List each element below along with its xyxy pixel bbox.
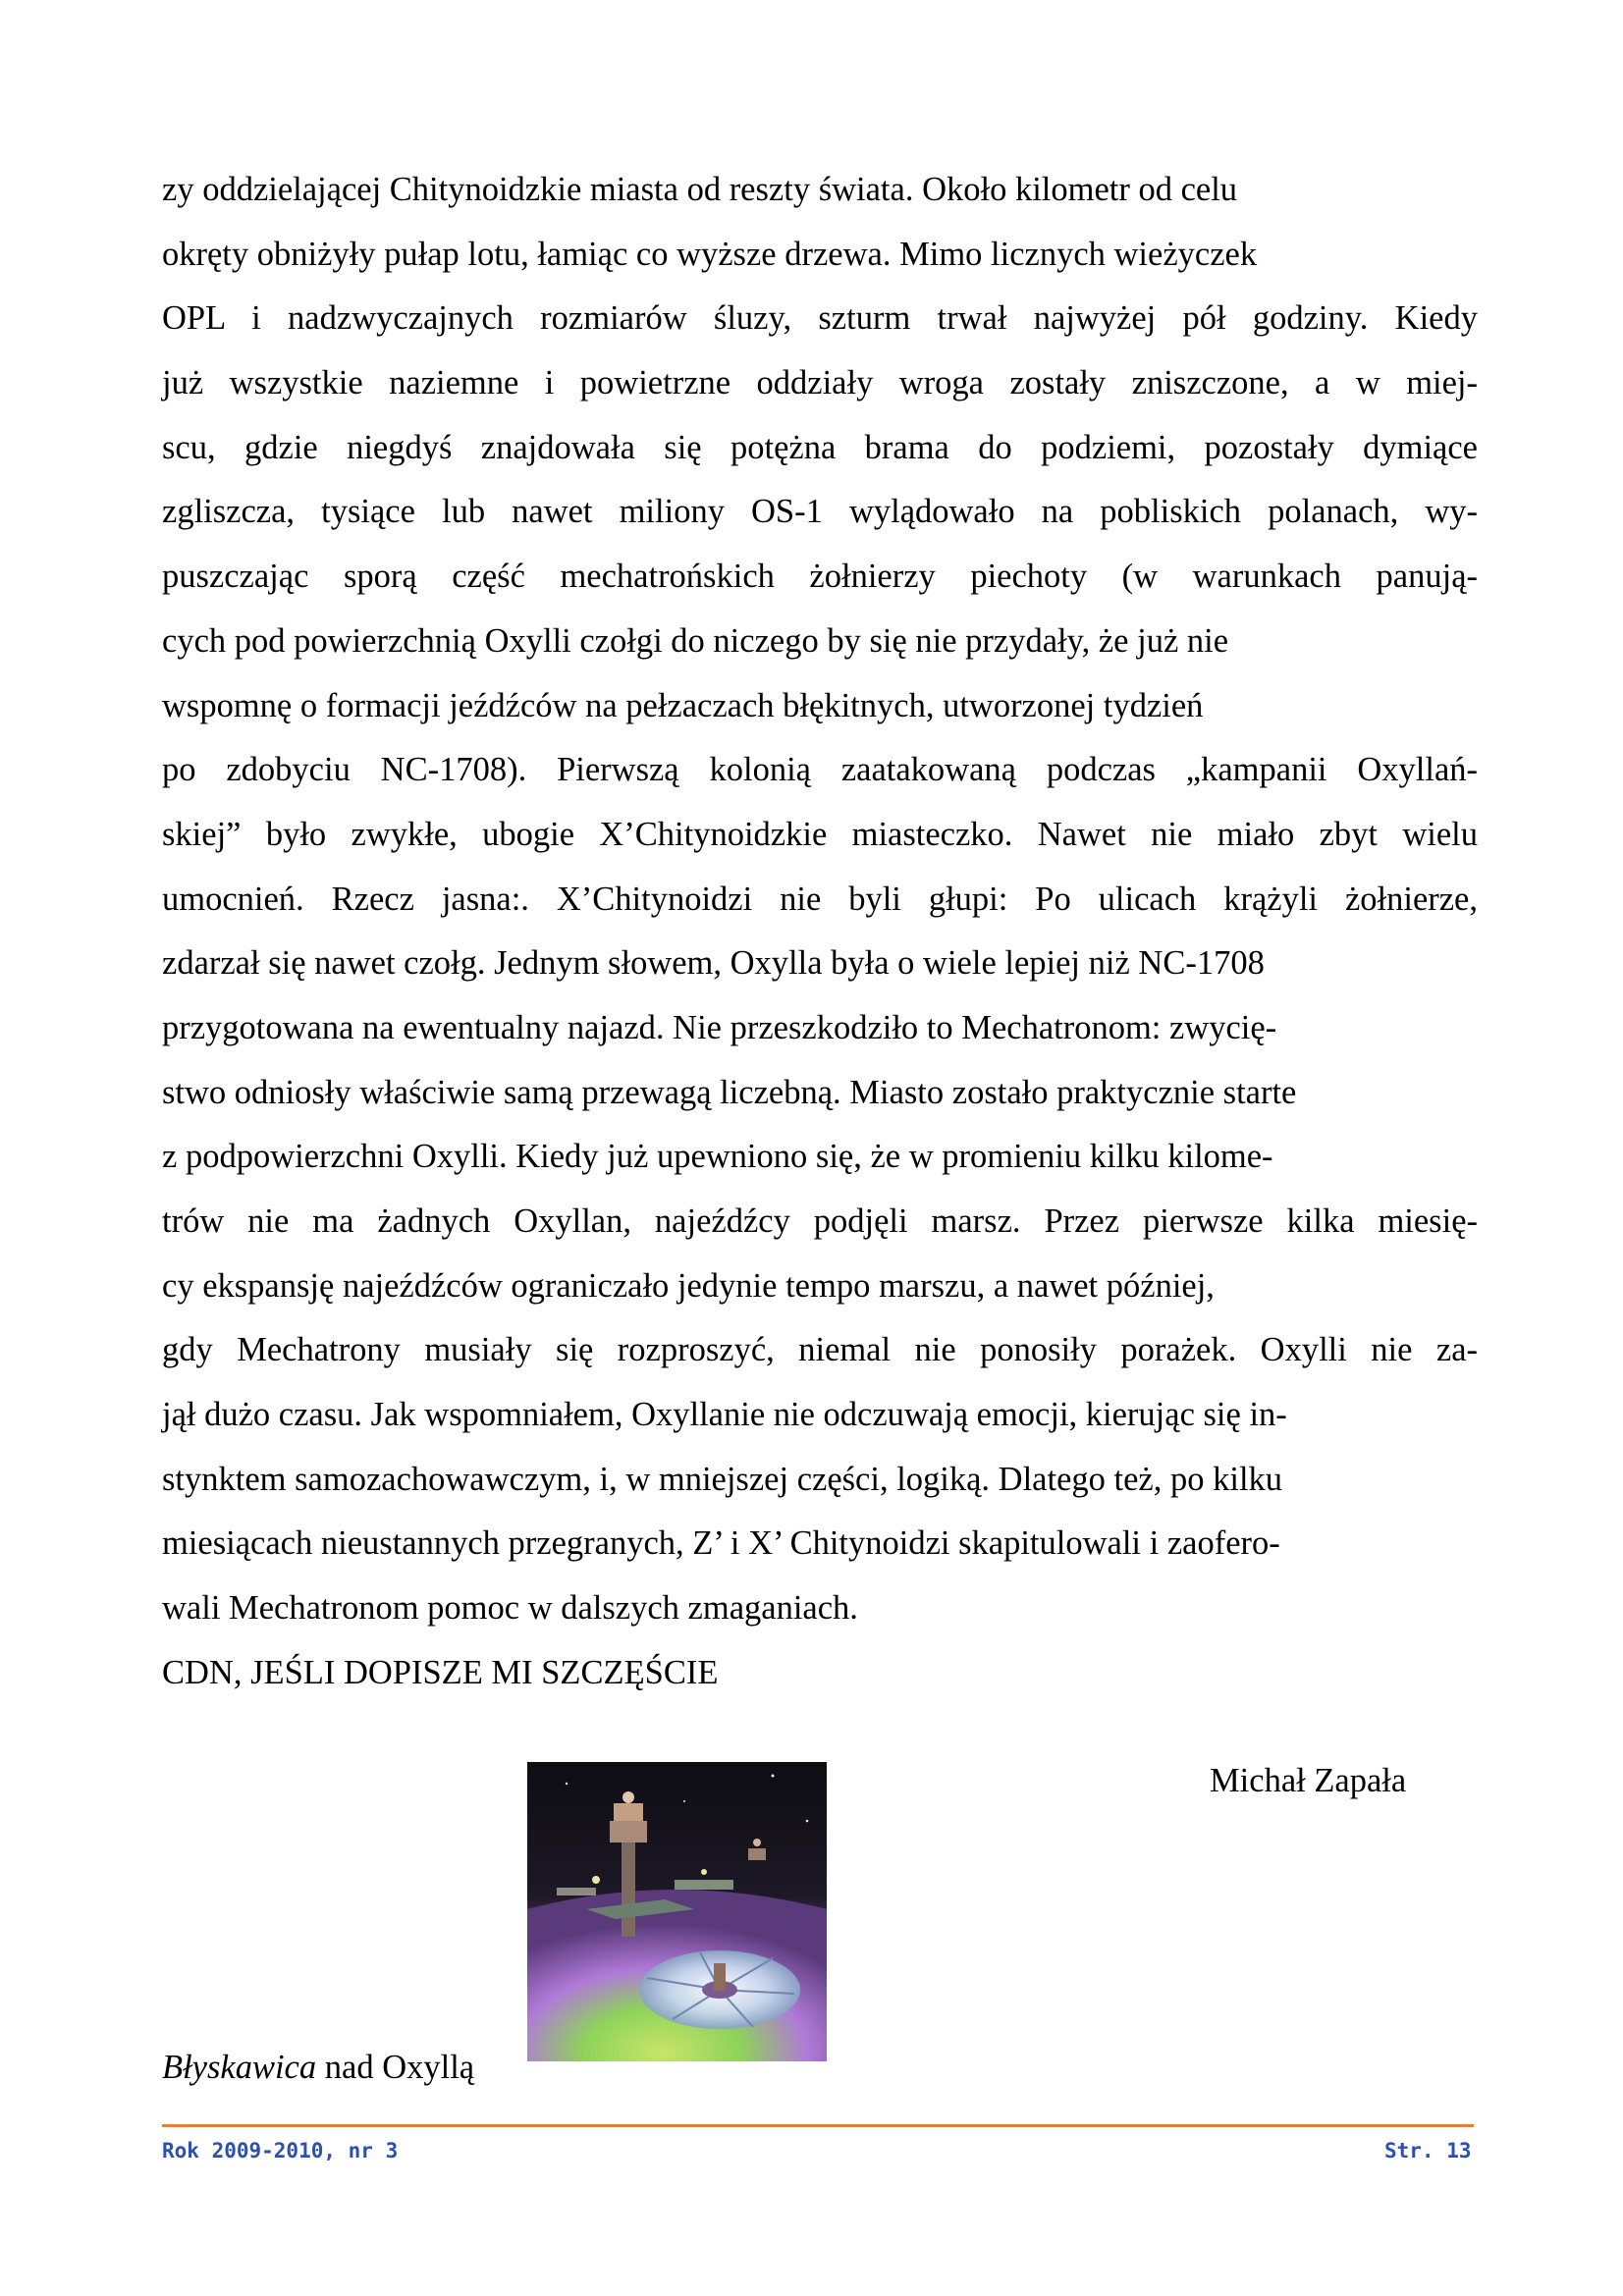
- article-line: stwo odniosły właściwie samą przewagą liczebną. Miasto zostało praktycznie starte: [162, 1073, 1297, 1111]
- figure-caption: [162, 2038, 474, 2097]
- article-line: po zdobyciu NC-1708). Pierwszą kolonią zaatakowaną podczas „kampanii Oxyllań-: [162, 751, 1478, 789]
- caption-text: nad Oxyllą: [316, 2049, 475, 2086]
- article-body: [162, 158, 1478, 1706]
- article-line: umocnień. Rzecz jasna:. X’Chitynoidzi nie byli głupi: Po ulicach krążyli żołnierze,: [162, 880, 1478, 918]
- article-line: puszczając sporą część mechatrońskich żołnierzy piechoty (w warunkach panują-: [162, 558, 1478, 596]
- article-line: jął dużo czasu. Jak wspomniałem, Oxyllanie nie odczuwają emocji, kierując się in-: [162, 1396, 1287, 1434]
- footer-divider: [162, 2124, 1474, 2127]
- author-name: Michał Zapała: [1210, 1762, 1407, 1799]
- article-line: z podpowierzchni Oxylli. Kiedy już upewniono się, że w promieniu kilku kilome-: [162, 1138, 1273, 1176]
- article-line: skiej” było zwykłe, ubogie X’Chitynoidzkie miasteczko. Nawet nie miało zbyt wielu: [162, 815, 1478, 853]
- article-line: gdy Mechatrony musiały się rozproszyć, niemal nie ponosiły porażek. Oxylli nie za-: [162, 1331, 1478, 1369]
- article-line: zdarzał się nawet czołg. Jednym słowem, Oxylla była o wiele lepiej niż NC-1708: [162, 944, 1265, 983]
- article-line: miesiącach nieustannych przegranych, Z’ i X’ Chitynoidzi skapitulowali i zaofero-: [162, 1524, 1280, 1563]
- article-line: zgliszcza, tysiące lub nawet miliony OS-1 wylądowało na pobliskich polanach, wy-: [162, 493, 1478, 531]
- article-line: wali Mechatronom pomoc w dalszych zmaganiach.: [162, 1589, 858, 1628]
- article-line: scu, gdzie niegdyś znajdowała się potężna brama do podziemi, pozostały dymiące: [162, 428, 1478, 466]
- footer-page-number: Str. 13: [1384, 2139, 1472, 2163]
- caption-title: Błyskawica: [162, 2049, 317, 2086]
- illustration-image: [527, 1762, 827, 2061]
- article-line: już wszystkie naziemne i powietrzne oddziały wroga zostały zniszczone, a w miej-: [162, 364, 1478, 402]
- article-line: cych pod powierzchnią Oxylli czołgi do niczego by się nie przydały, że już nie: [162, 621, 1229, 660]
- closing-note: CDN, JEŚLI DOPISZE MI SZCZĘŚCIE: [162, 1653, 719, 1691]
- article-line: przygotowana na ewentualny najazd. Nie przeszkodziło to Mechatronom: zwycię-: [162, 1008, 1277, 1046]
- article-line: stynktem samozachowawczym, i, w mniejszej części, logiką. Dlatego też, po kilku: [162, 1460, 1283, 1498]
- article-line: OPL i nadzwyczajnych rozmiarów śluzy, szturm trwał najwyżej pół godziny. Kiedy: [162, 299, 1478, 338]
- article-line: wspomnę o formacji jeźdźców na pełzaczach błękitnych, utworzonej tydzień: [162, 686, 1204, 724]
- article-line: cy ekspansję najeźdźców ograniczało jedynie tempo marszu, a nawet później,: [162, 1266, 1215, 1305]
- article-line: okręty obniżyły pułap lotu, łamiąc co wyższe drzewa. Mimo licznych wieżyczek: [162, 235, 1258, 273]
- article-line: zy oddzielającej Chitynoidzkie miasta od reszty świata. Około kilometr od celu: [162, 171, 1238, 208]
- footer-issue: Rok 2009-2010, nr 3: [162, 2139, 399, 2163]
- article-line: trów nie ma żadnych Oxyllan, najeźdźcy podjęli marsz. Przez pierwsze kilka miesię-: [162, 1202, 1478, 1240]
